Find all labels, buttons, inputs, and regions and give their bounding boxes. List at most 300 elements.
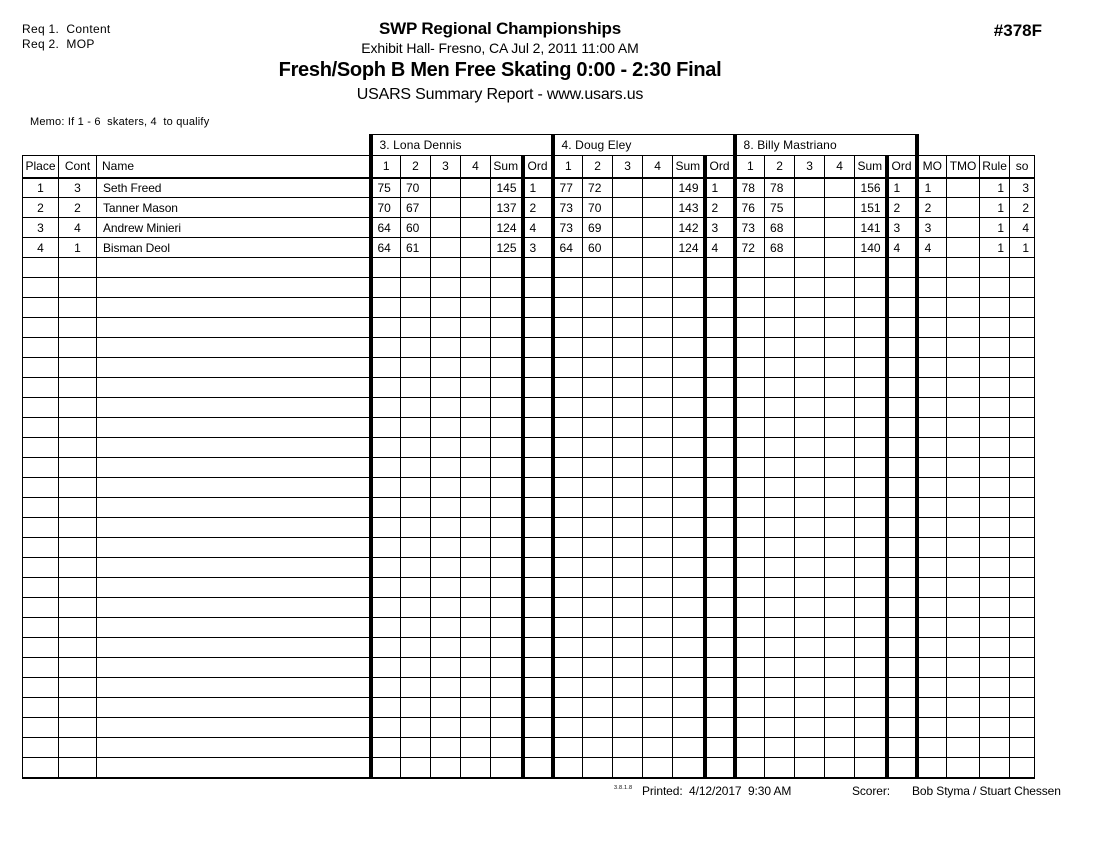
cell-j1-sum xyxy=(491,478,523,498)
cell-j3-sum: 151 xyxy=(855,198,887,218)
cell-j1-ord xyxy=(523,418,553,438)
cell-j3-ord xyxy=(887,498,917,518)
cell-j3-s2 xyxy=(765,678,795,698)
cell-j2-ord xyxy=(705,358,735,378)
judge-header-3: 8. Billy Mastriano xyxy=(735,135,917,156)
cell-j3-sum xyxy=(855,458,887,478)
cell-place xyxy=(23,698,59,718)
cell-j2-s4 xyxy=(643,418,673,438)
banner-spacer-place xyxy=(23,135,59,156)
table-row-empty xyxy=(23,378,1035,398)
cell-j1-ord: 2 xyxy=(523,198,553,218)
table-row-empty xyxy=(23,358,1035,378)
cell-so xyxy=(1010,418,1035,438)
cell-rule xyxy=(980,598,1010,618)
cell-j1-s1 xyxy=(371,638,401,658)
cell-j2-s3 xyxy=(613,338,643,358)
cell-j3-sum xyxy=(855,298,887,318)
cell-j2-s2 xyxy=(583,378,613,398)
cell-j3-sum xyxy=(855,378,887,398)
header-j2-s2: 2 xyxy=(583,156,613,178)
cell-mo xyxy=(917,298,947,318)
cell-j3-ord xyxy=(887,378,917,398)
cell-place: 4 xyxy=(23,238,59,258)
cell-j3-s4 xyxy=(825,378,855,398)
cell-tmo xyxy=(947,618,980,638)
requirement-line-2: Req 2. MOP xyxy=(22,37,95,51)
cell-rule xyxy=(980,298,1010,318)
cell-j2-s3 xyxy=(613,458,643,478)
cell-cont xyxy=(59,698,97,718)
cell-j1-s4 xyxy=(461,618,491,638)
cell-rule xyxy=(980,758,1010,778)
cell-place: 1 xyxy=(23,178,59,198)
cell-j1-s3 xyxy=(431,458,461,478)
cell-j3-s4 xyxy=(825,578,855,598)
cell-j3-s3 xyxy=(795,618,825,638)
cell-so xyxy=(1010,718,1035,738)
cell-j2-ord: 2 xyxy=(705,198,735,218)
table-row-empty xyxy=(23,318,1035,338)
cell-j1-ord xyxy=(523,598,553,618)
cell-mo xyxy=(917,318,947,338)
cell-j3-ord xyxy=(887,538,917,558)
cell-j2-s1 xyxy=(553,458,583,478)
cell-j2-ord xyxy=(705,458,735,478)
cell-j2-ord xyxy=(705,438,735,458)
cell-j2-s4 xyxy=(643,598,673,618)
cell-j3-s3 xyxy=(795,398,825,418)
cell-j1-s3 xyxy=(431,518,461,538)
cell-j1-s3 xyxy=(431,358,461,378)
cell-j3-s1 xyxy=(735,498,765,518)
cell-j1-s2 xyxy=(401,598,431,618)
cell-j3-s3 xyxy=(795,738,825,758)
cell-j3-s4 xyxy=(825,418,855,438)
cell-j3-s3 xyxy=(795,378,825,398)
cell-j2-sum xyxy=(673,618,705,638)
cell-j2-s3 xyxy=(613,178,643,198)
cell-j3-s1: 72 xyxy=(735,238,765,258)
cell-j1-ord xyxy=(523,758,553,778)
cell-j1-s1 xyxy=(371,558,401,578)
cell-rule xyxy=(980,318,1010,338)
cell-j3-s3 xyxy=(795,438,825,458)
cell-j3-s3 xyxy=(795,338,825,358)
cell-place xyxy=(23,398,59,418)
header-j2-s4: 4 xyxy=(643,156,673,178)
cell-tmo xyxy=(947,518,980,538)
cell-so xyxy=(1010,278,1035,298)
cell-mo xyxy=(917,258,947,278)
cell-j2-sum xyxy=(673,738,705,758)
cell-j1-s2 xyxy=(401,718,431,738)
cell-j2-s4 xyxy=(643,458,673,478)
cell-rule xyxy=(980,678,1010,698)
cell-mo xyxy=(917,398,947,418)
cell-j3-ord xyxy=(887,258,917,278)
cell-j1-s1: 75 xyxy=(371,178,401,198)
cell-j1-s3 xyxy=(431,558,461,578)
cell-j3-s2 xyxy=(765,278,795,298)
cell-tmo xyxy=(947,358,980,378)
cell-j2-ord xyxy=(705,398,735,418)
cell-j2-sum: 124 xyxy=(673,238,705,258)
cell-j2-s1 xyxy=(553,638,583,658)
cell-j3-s3 xyxy=(795,198,825,218)
cell-name xyxy=(97,678,371,698)
cell-j3-sum xyxy=(855,318,887,338)
cell-j1-s3 xyxy=(431,298,461,318)
cell-j3-s1 xyxy=(735,538,765,558)
cell-j1-s2: 61 xyxy=(401,238,431,258)
cell-j3-s2 xyxy=(765,658,795,678)
cell-tmo xyxy=(947,278,980,298)
cell-j2-s1 xyxy=(553,658,583,678)
cell-j2-s3 xyxy=(613,418,643,438)
cell-j3-s3 xyxy=(795,298,825,318)
cell-cont xyxy=(59,398,97,418)
cell-j1-s2 xyxy=(401,758,431,778)
cell-j2-s1 xyxy=(553,338,583,358)
cell-rule xyxy=(980,458,1010,478)
cell-j1-s4 xyxy=(461,658,491,678)
cell-j1-s1 xyxy=(371,738,401,758)
table-row xyxy=(23,238,1035,258)
cell-rule xyxy=(980,518,1010,538)
cell-mo xyxy=(917,518,947,538)
cell-j1-s1: 64 xyxy=(371,218,401,238)
cell-j2-s2 xyxy=(583,358,613,378)
cell-cont: 3 xyxy=(59,178,97,198)
cell-j1-s4 xyxy=(461,178,491,198)
cell-tmo xyxy=(947,478,980,498)
header-j2-ord: Ord xyxy=(705,156,735,178)
cell-j1-s1 xyxy=(371,438,401,458)
table-head xyxy=(23,135,1035,178)
cell-j2-s4 xyxy=(643,678,673,698)
cell-j2-ord: 4 xyxy=(705,238,735,258)
cell-j2-ord xyxy=(705,638,735,658)
cell-j1-s3 xyxy=(431,618,461,638)
cell-j3-s1 xyxy=(735,678,765,698)
cell-j3-s4 xyxy=(825,638,855,658)
cell-j3-s2 xyxy=(765,358,795,378)
cell-j3-s4 xyxy=(825,298,855,318)
cell-name: Andrew Minieri xyxy=(97,218,371,238)
cell-j2-s4 xyxy=(643,198,673,218)
table-row-empty xyxy=(23,718,1035,738)
cell-j1-s3 xyxy=(431,238,461,258)
cell-j2-s3 xyxy=(613,238,643,258)
cell-name: Bisman Deol xyxy=(97,238,371,258)
cell-j3-s1 xyxy=(735,318,765,338)
cell-j3-s4 xyxy=(825,478,855,498)
cell-j2-s1 xyxy=(553,438,583,458)
cell-rule xyxy=(980,418,1010,438)
cell-j2-s1 xyxy=(553,738,583,758)
cell-j1-s2 xyxy=(401,658,431,678)
cell-tmo xyxy=(947,638,980,658)
cell-j3-s4 xyxy=(825,678,855,698)
cell-j3-s2 xyxy=(765,638,795,658)
cell-j3-ord xyxy=(887,558,917,578)
cell-j2-s4 xyxy=(643,658,673,678)
cell-j1-s3 xyxy=(431,198,461,218)
cell-j1-sum xyxy=(491,438,523,458)
cell-j2-s1 xyxy=(553,758,583,778)
cell-rule xyxy=(980,698,1010,718)
cell-place xyxy=(23,578,59,598)
cell-j3-s2 xyxy=(765,598,795,618)
cell-mo xyxy=(917,738,947,758)
cell-j1-ord xyxy=(523,478,553,498)
cell-j3-s2 xyxy=(765,418,795,438)
cell-j2-ord xyxy=(705,618,735,638)
cell-j1-s1 xyxy=(371,718,401,738)
cell-place xyxy=(23,658,59,678)
cell-j2-sum: 143 xyxy=(673,198,705,218)
cell-j3-sum xyxy=(855,598,887,618)
cell-j3-s1 xyxy=(735,298,765,318)
cell-mo xyxy=(917,718,947,738)
cell-j1-ord xyxy=(523,638,553,658)
cell-name: Tanner Mason xyxy=(97,198,371,218)
cell-j2-sum xyxy=(673,718,705,738)
cell-j3-ord xyxy=(887,618,917,638)
cell-j1-s3 xyxy=(431,338,461,358)
cell-j2-s4 xyxy=(643,338,673,358)
cell-j2-s3 xyxy=(613,538,643,558)
cell-rule: 1 xyxy=(980,218,1010,238)
cell-j2-s1 xyxy=(553,278,583,298)
cell-j1-s4 xyxy=(461,438,491,458)
cell-j2-s4 xyxy=(643,618,673,638)
cell-mo xyxy=(917,638,947,658)
cell-so xyxy=(1010,658,1035,678)
cell-j3-ord: 3 xyxy=(887,218,917,238)
cell-j3-s1: 78 xyxy=(735,178,765,198)
header-tmo: TMO xyxy=(947,156,980,178)
cell-j1-s3 xyxy=(431,598,461,618)
cell-j3-sum xyxy=(855,558,887,578)
cell-j2-ord xyxy=(705,698,735,718)
header-j1-ord: Ord xyxy=(523,156,553,178)
cell-j3-s3 xyxy=(795,238,825,258)
cell-tmo xyxy=(947,658,980,678)
cell-place xyxy=(23,418,59,438)
cell-j3-s3 xyxy=(795,698,825,718)
cell-j1-s4 xyxy=(461,578,491,598)
cell-j2-s4 xyxy=(643,558,673,578)
cell-so xyxy=(1010,598,1035,618)
cell-j3-ord xyxy=(887,398,917,418)
cell-j2-s3 xyxy=(613,198,643,218)
cell-j3-sum xyxy=(855,498,887,518)
cell-j3-s1 xyxy=(735,518,765,538)
cell-j3-s1 xyxy=(735,558,765,578)
table-row-empty xyxy=(23,638,1035,658)
cell-j3-s2: 78 xyxy=(765,178,795,198)
cell-so xyxy=(1010,758,1035,778)
cell-j1-s4 xyxy=(461,518,491,538)
cell-tmo xyxy=(947,758,980,778)
cell-j2-ord xyxy=(705,738,735,758)
cell-j1-s2 xyxy=(401,678,431,698)
cell-rule xyxy=(980,378,1010,398)
cell-j1-s3 xyxy=(431,698,461,718)
header-j1-sum: Sum xyxy=(491,156,523,178)
cell-j3-s4 xyxy=(825,738,855,758)
cell-j1-ord xyxy=(523,318,553,338)
cell-j2-ord xyxy=(705,478,735,498)
cell-mo xyxy=(917,338,947,358)
cell-j3-sum: 156 xyxy=(855,178,887,198)
cell-place xyxy=(23,538,59,558)
cell-tmo xyxy=(947,178,980,198)
cell-j2-sum xyxy=(673,378,705,398)
cell-j1-s2 xyxy=(401,458,431,478)
banner-spacer-tmo xyxy=(947,135,980,156)
table-row-empty xyxy=(23,298,1035,318)
cell-place xyxy=(23,638,59,658)
cell-j2-s4 xyxy=(643,378,673,398)
cell-so xyxy=(1010,638,1035,658)
cell-j3-s4 xyxy=(825,698,855,718)
cell-cont xyxy=(59,478,97,498)
cell-j2-s4 xyxy=(643,698,673,718)
cell-j3-ord xyxy=(887,598,917,618)
cell-j2-ord xyxy=(705,658,735,678)
cell-mo xyxy=(917,358,947,378)
cell-j1-s3 xyxy=(431,758,461,778)
cell-j3-s1 xyxy=(735,698,765,718)
cell-j1-sum xyxy=(491,618,523,638)
banner-spacer-so xyxy=(1010,135,1035,156)
cell-j3-sum xyxy=(855,398,887,418)
cell-j2-s4 xyxy=(643,738,673,758)
cell-j2-ord xyxy=(705,578,735,598)
cell-j2-s4 xyxy=(643,178,673,198)
cell-j2-s1: 64 xyxy=(553,238,583,258)
cell-j1-s2: 67 xyxy=(401,198,431,218)
cell-j3-s1 xyxy=(735,618,765,638)
cell-name xyxy=(97,258,371,278)
cell-j3-s1 xyxy=(735,258,765,278)
cell-j2-sum xyxy=(673,758,705,778)
cell-j3-ord xyxy=(887,578,917,598)
cell-j3-s2 xyxy=(765,338,795,358)
cell-j3-s1 xyxy=(735,738,765,758)
cell-j3-s4 xyxy=(825,358,855,378)
cell-j3-s3 xyxy=(795,318,825,338)
cell-j1-s2 xyxy=(401,518,431,538)
cell-place xyxy=(23,498,59,518)
cell-cont xyxy=(59,578,97,598)
cell-j2-s4 xyxy=(643,398,673,418)
cell-j2-s3 xyxy=(613,738,643,758)
cell-j1-s1 xyxy=(371,698,401,718)
cell-name xyxy=(97,358,371,378)
cell-j3-s1 xyxy=(735,398,765,418)
cell-so xyxy=(1010,318,1035,338)
cell-place: 2 xyxy=(23,198,59,218)
cell-j3-sum xyxy=(855,618,887,638)
cell-j3-ord xyxy=(887,678,917,698)
cell-j1-ord xyxy=(523,398,553,418)
cell-j3-s4 xyxy=(825,538,855,558)
table-row xyxy=(23,178,1035,198)
cell-j1-s4 xyxy=(461,558,491,578)
cell-j1-s1 xyxy=(371,418,401,438)
cell-rule xyxy=(980,478,1010,498)
cell-j1-s1: 70 xyxy=(371,198,401,218)
cell-name: Seth Freed xyxy=(97,178,371,198)
cell-j2-ord xyxy=(705,258,735,278)
cell-j3-sum xyxy=(855,518,887,538)
cell-j2-s4 xyxy=(643,238,673,258)
cell-j3-s1 xyxy=(735,458,765,478)
cell-j2-s1: 73 xyxy=(553,198,583,218)
header-rule: Rule xyxy=(980,156,1010,178)
cell-j1-s3 xyxy=(431,438,461,458)
cell-mo xyxy=(917,578,947,598)
cell-j3-s4 xyxy=(825,758,855,778)
cell-j2-s2: 69 xyxy=(583,218,613,238)
cell-rule xyxy=(980,338,1010,358)
cell-j3-ord xyxy=(887,318,917,338)
table-row-empty xyxy=(23,578,1035,598)
venue-datetime-line: Exhibit Hall- Fresno, CA Jul 2, 2011 11:00 AM xyxy=(361,40,639,56)
cell-j2-s3 xyxy=(613,698,643,718)
cell-j2-s3 xyxy=(613,558,643,578)
cell-rule xyxy=(980,278,1010,298)
cell-j1-ord xyxy=(523,518,553,538)
cell-j2-s2 xyxy=(583,558,613,578)
cell-j2-ord: 3 xyxy=(705,218,735,238)
cell-j1-s1 xyxy=(371,518,401,538)
cell-mo xyxy=(917,278,947,298)
cell-j3-s1 xyxy=(735,718,765,738)
cell-cont xyxy=(59,558,97,578)
cell-j1-ord xyxy=(523,298,553,318)
cell-j2-sum xyxy=(673,278,705,298)
cell-j3-ord xyxy=(887,338,917,358)
cell-name xyxy=(97,658,371,678)
cell-j3-sum xyxy=(855,438,887,458)
cell-j3-ord xyxy=(887,658,917,678)
cell-j2-s2 xyxy=(583,258,613,278)
header-j1-s3: 3 xyxy=(431,156,461,178)
cell-j2-sum xyxy=(673,598,705,618)
cell-j3-sum xyxy=(855,638,887,658)
cell-j1-s4 xyxy=(461,478,491,498)
cell-j1-s1 xyxy=(371,398,401,418)
cell-j2-s1 xyxy=(553,718,583,738)
cell-mo xyxy=(917,438,947,458)
cell-j2-s1 xyxy=(553,698,583,718)
cell-j1-s2 xyxy=(401,418,431,438)
cell-j1-s3 xyxy=(431,738,461,758)
cell-mo: 2 xyxy=(917,198,947,218)
cell-j2-s1 xyxy=(553,678,583,698)
cell-j3-s4 xyxy=(825,498,855,518)
cell-j3-s1: 76 xyxy=(735,198,765,218)
cell-j1-s2 xyxy=(401,338,431,358)
cell-j1-sum xyxy=(491,458,523,478)
cell-j3-s2 xyxy=(765,618,795,638)
cell-j1-sum xyxy=(491,538,523,558)
